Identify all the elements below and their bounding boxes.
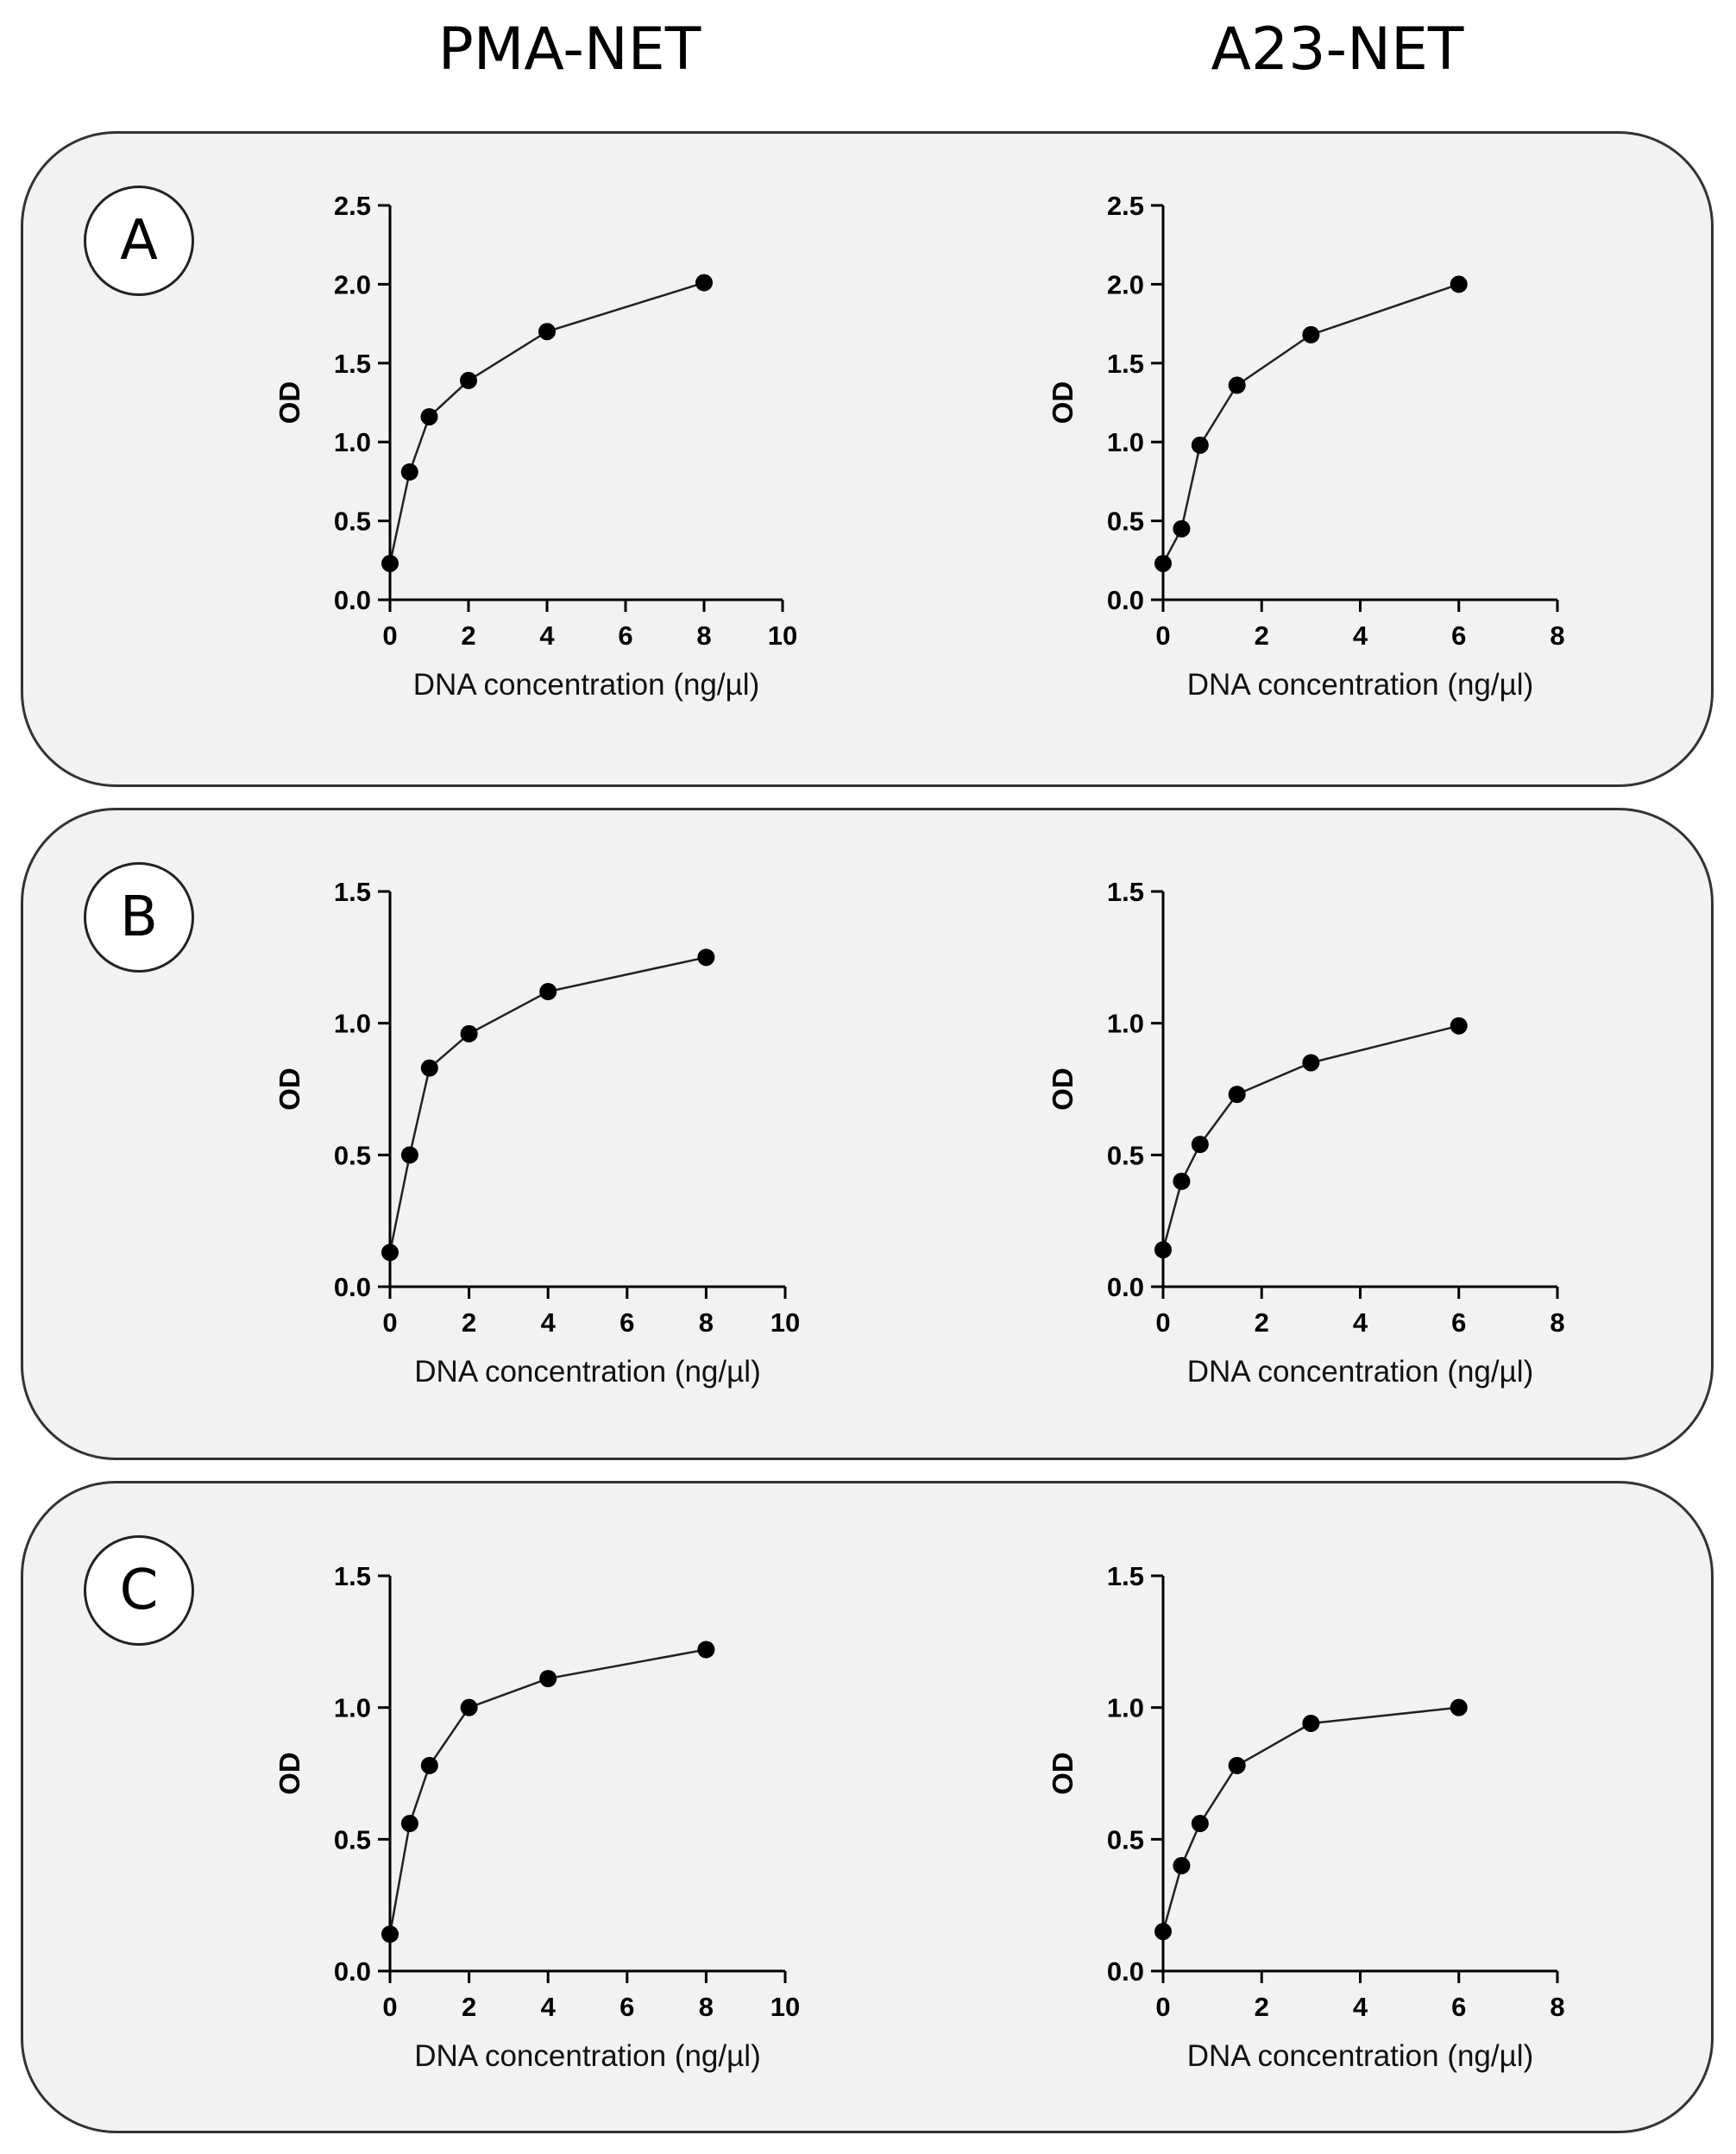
x-tick-label: 6	[618, 620, 633, 651]
x-tick-label: 4	[539, 620, 555, 651]
x-tick-label: 10	[770, 1307, 801, 1338]
y-tick-label: 0.5	[333, 1140, 371, 1171]
y-axis-title: OD	[274, 1752, 305, 1795]
x-tick-label: 2	[461, 620, 476, 651]
y-tick-label: 0.0	[333, 1956, 371, 1987]
x-tick-label: 2	[1254, 1307, 1269, 1338]
y-axis-title: OD	[274, 381, 305, 425]
x-tick-label: 8	[698, 1992, 714, 2022]
y-tick-label: 2.0	[1106, 269, 1144, 300]
x-tick-label: 8	[696, 620, 712, 651]
y-tick-label: 2.0	[333, 269, 371, 300]
x-tick-label: 0	[382, 1307, 398, 1338]
y-tick-label: 1.5	[1106, 1561, 1144, 1591]
y-tick-label: 0.5	[333, 1824, 371, 1855]
x-axis-title: DNA concentration (ng/µl)	[414, 2039, 761, 2073]
x-axis-title: DNA concentration (ng/µl)	[1186, 1355, 1534, 1389]
y-tick-label: 1.5	[333, 877, 371, 907]
x-tick-label: 10	[770, 1992, 801, 2022]
x-tick-label: 2	[461, 1307, 477, 1338]
x-tick-label: 2	[461, 1992, 477, 2022]
x-tick-label: 4	[1352, 1992, 1368, 2022]
x-tick-label: 8	[698, 1307, 714, 1338]
x-tick-label: 4	[1352, 1307, 1368, 1338]
y-tick-label: 0.0	[333, 585, 371, 615]
x-tick-label: 6	[1451, 1307, 1467, 1338]
data-point	[1450, 1699, 1468, 1716]
y-tick-label: 2.5	[333, 191, 371, 221]
data-point	[1154, 1923, 1172, 1940]
x-tick-label: 2	[1254, 1992, 1269, 2022]
column-heading-a23-net: A23-NET	[1211, 16, 1464, 84]
y-tick-label: 0.5	[333, 506, 371, 537]
data-point	[1192, 1815, 1209, 1832]
x-tick-label: 4	[1352, 620, 1368, 651]
y-tick-label: 0.0	[1106, 1956, 1144, 1987]
x-tick-label: 6	[1451, 1992, 1467, 2022]
y-tick-label: 0.5	[1106, 1140, 1144, 1171]
x-tick-label: 0	[1155, 620, 1171, 651]
y-axis-title: OD	[1047, 1068, 1079, 1111]
x-tick-label: 6	[620, 1307, 635, 1338]
y-tick-label: 1.0	[333, 1692, 371, 1723]
y-tick-label: 1.0	[333, 427, 371, 458]
y-tick-label: 0.0	[333, 1272, 371, 1302]
y-axis-title: OD	[1047, 381, 1079, 425]
x-tick-label: 6	[620, 1992, 635, 2022]
x-tick-label: 10	[767, 620, 798, 651]
y-axis-title: OD	[274, 1068, 305, 1111]
x-axis-title: DNA concentration (ng/µl)	[414, 1355, 761, 1389]
x-tick-label: 8	[1550, 1992, 1565, 2022]
data-point	[1173, 1857, 1190, 1874]
x-tick-label: 4	[540, 1992, 556, 2022]
x-axis-title: DNA concentration (ng/µl)	[1186, 2039, 1534, 2073]
x-tick-label: 0	[1155, 1992, 1171, 2022]
y-tick-label: 0.5	[1106, 1824, 1144, 1855]
y-tick-label: 1.5	[333, 348, 371, 379]
x-axis-title: DNA concentration (ng/µl)	[1186, 668, 1534, 702]
y-tick-label: 1.0	[1106, 1692, 1144, 1723]
panel-label-c: C	[84, 1535, 194, 1646]
x-axis-title: DNA concentration (ng/µl)	[412, 668, 760, 702]
panel-label-a: A	[84, 186, 194, 296]
y-tick-label: 0.5	[1106, 506, 1144, 537]
y-tick-label: 1.5	[333, 1561, 371, 1591]
data-point	[1302, 1715, 1319, 1732]
column-heading-pma-net: PMA-NET	[437, 16, 701, 84]
y-tick-label: 1.5	[1106, 877, 1144, 907]
x-tick-label: 0	[382, 620, 398, 651]
y-tick-label: 2.5	[1106, 191, 1144, 221]
x-tick-label: 8	[1550, 1307, 1565, 1338]
y-tick-label: 1.0	[1106, 1008, 1144, 1039]
y-tick-label: 0.0	[1106, 585, 1144, 615]
y-tick-label: 1.5	[1106, 348, 1144, 379]
x-tick-label: 2	[1254, 620, 1269, 651]
panel-label-b: B	[84, 862, 194, 973]
x-tick-label: 0	[382, 1992, 398, 2022]
x-tick-label: 4	[540, 1307, 556, 1338]
x-tick-label: 8	[1550, 620, 1565, 651]
y-tick-label: 0.0	[1106, 1272, 1144, 1302]
x-tick-label: 6	[1451, 620, 1467, 651]
y-tick-label: 1.0	[333, 1008, 371, 1039]
y-tick-label: 1.0	[1106, 427, 1144, 458]
data-point	[1229, 1757, 1246, 1774]
x-tick-label: 0	[1155, 1307, 1171, 1338]
y-axis-title: OD	[1047, 1752, 1079, 1795]
